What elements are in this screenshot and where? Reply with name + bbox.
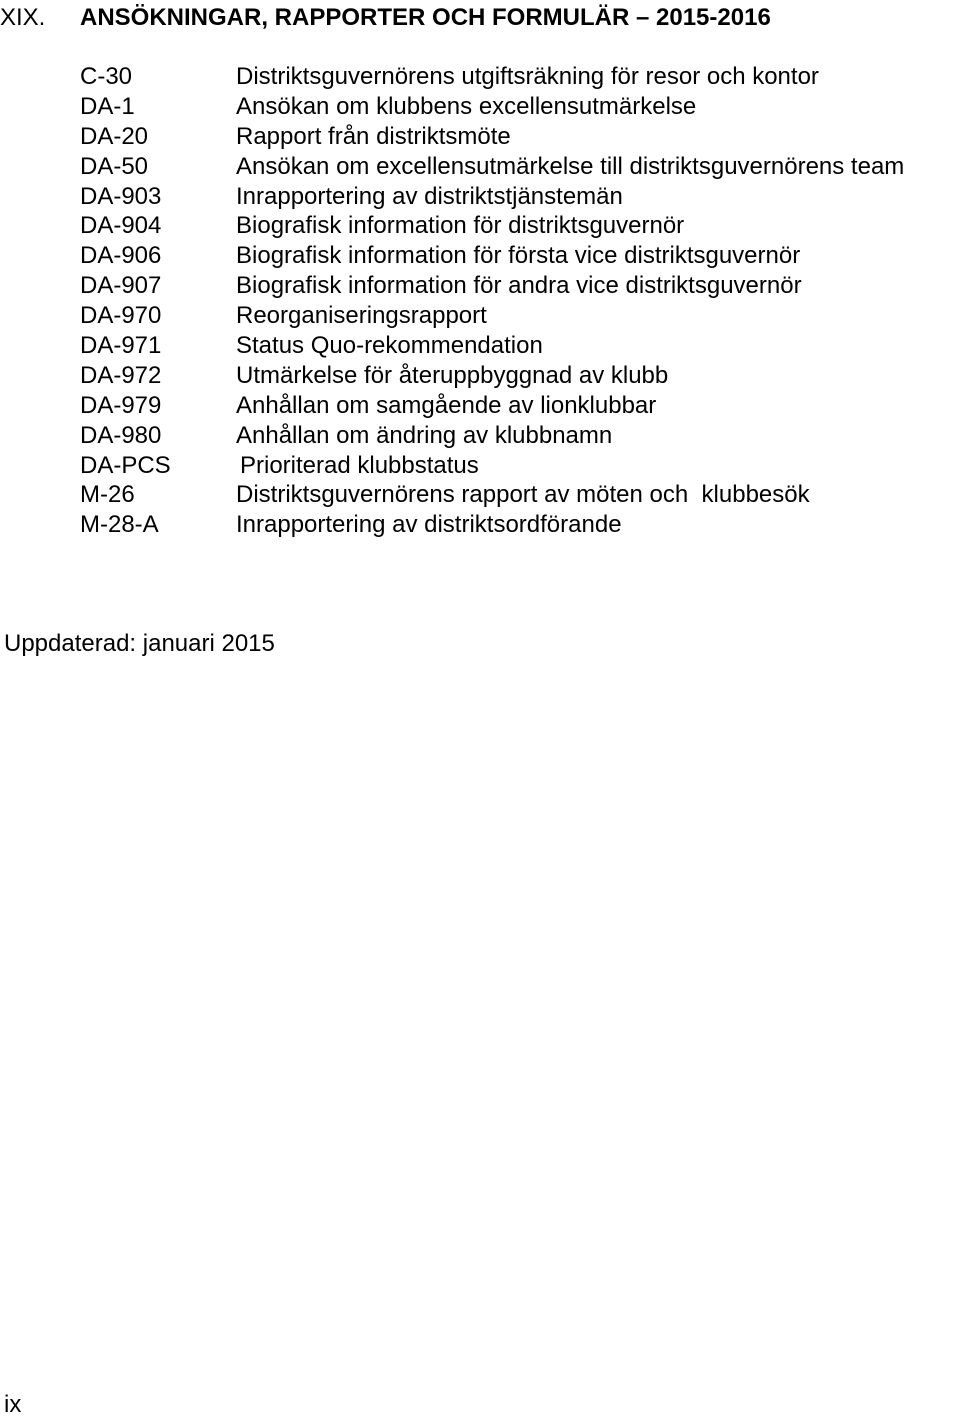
- form-code: DA-980: [80, 421, 162, 449]
- form-code: DA-971: [80, 332, 162, 360]
- form-code: DA-906: [80, 242, 162, 270]
- form-description: Utmärkelse för återuppbyggnad av klubb: [236, 361, 669, 389]
- list-item: [0, 271, 960, 301]
- list-item: [0, 480, 960, 510]
- form-description: Ansökan om klubbens excellensutmärkelse: [236, 92, 697, 120]
- form-description: Inrapportering av distriktsordförande: [236, 511, 622, 539]
- form-code: M-28-A: [80, 511, 159, 539]
- list-item: [0, 361, 960, 391]
- list-item: [0, 182, 960, 212]
- list-item: [0, 510, 960, 540]
- list-item: [0, 92, 960, 122]
- form-code: DA-904: [80, 212, 162, 240]
- list-item: [0, 241, 960, 271]
- list-item: [0, 152, 960, 182]
- list-item: [0, 122, 960, 152]
- form-description: Inrapportering av distriktstjänstemän: [236, 182, 623, 210]
- form-description: Anhållan om ändring av klubbnamn: [236, 421, 613, 449]
- section-heading: [0, 2, 771, 34]
- form-description: Rapport från distriktsmöte: [236, 122, 511, 150]
- form-description: Ansökan om excellensutmärkelse till distriktsguvernörens team: [236, 152, 905, 180]
- form-code: DA-907: [80, 272, 162, 300]
- form-code: DA-979: [80, 391, 162, 419]
- form-code: M-26: [80, 481, 135, 509]
- list-item: [0, 211, 960, 241]
- forms-list: [0, 62, 960, 540]
- form-description: Status Quo-rekommendation: [236, 332, 543, 360]
- form-code: DA-50: [80, 152, 149, 180]
- form-description: Distriktsguvernörens rapport av möten och klubbesök: [236, 481, 810, 509]
- form-description: Biografisk information för distriktsguvernör: [236, 212, 685, 240]
- list-item: [0, 301, 960, 331]
- section-number: XIX.: [0, 4, 46, 31]
- form-description: Reorganiseringsrapport: [236, 302, 487, 330]
- list-item: [0, 451, 960, 481]
- form-code: DA-903: [80, 182, 162, 210]
- form-code: DA-20: [80, 122, 149, 150]
- updated-note: Uppdaterad: januari 2015: [4, 630, 275, 657]
- form-description: Biografisk information för andra vice distriktsguvernör: [236, 272, 802, 300]
- list-item: [0, 331, 960, 361]
- list-item: [0, 421, 960, 451]
- section-title: ANSÖKNINGAR, RAPPORTER OCH FORMULÄR – 2015-2016: [80, 4, 771, 31]
- form-code: DA-972: [80, 361, 162, 389]
- form-code: DA-1: [80, 92, 135, 120]
- form-code: DA-PCS: [80, 451, 171, 479]
- form-description: Prioriterad klubbstatus: [240, 451, 479, 479]
- list-item: [0, 62, 960, 92]
- list-item: [0, 391, 960, 421]
- form-description: Distriktsguvernörens utgiftsräkning för resor och kontor: [236, 63, 819, 90]
- form-code: DA-970: [80, 302, 162, 330]
- form-description: Biografisk information för första vice distriktsguvernör: [236, 242, 801, 270]
- form-code: C-30: [80, 63, 133, 90]
- form-description: Anhållan om samgående av lionklubbar: [236, 391, 657, 419]
- page-number: ix: [4, 1391, 22, 1418]
